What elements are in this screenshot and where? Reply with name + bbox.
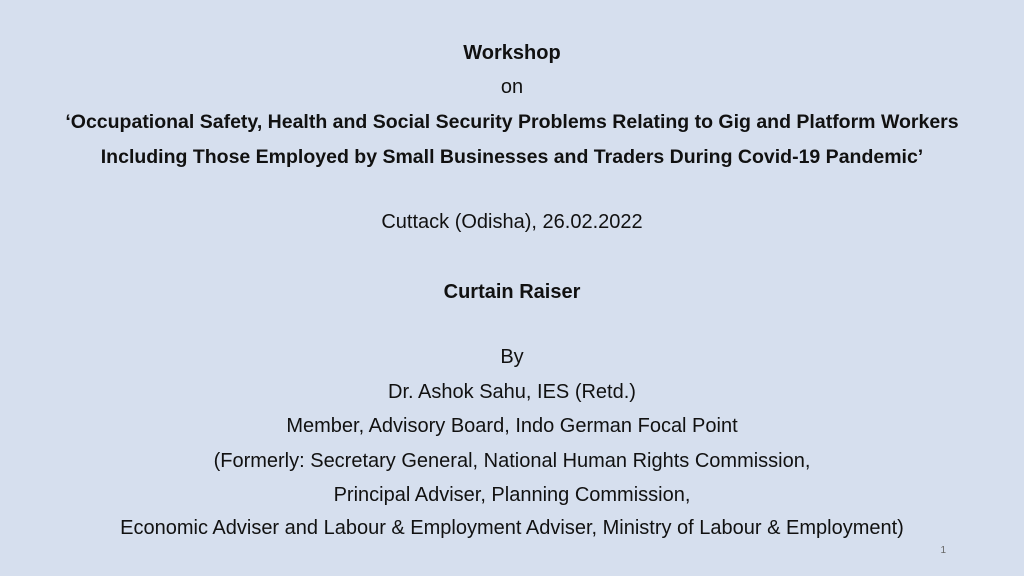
author-former-role-1: (Formerly: Secretary General, National Human Rights Commission, [213, 450, 811, 472]
title-line-1: ‘Occupational Safety, Health and Social Security Problems Relating to Gig and Platform Workers [65, 111, 959, 133]
title-line-2: Including Those Employed by Small Businesses and Traders During Covid-19 Pandemic’ [100, 146, 924, 168]
author-role: Member, Advisory Board, Indo German Focal Point [286, 415, 738, 437]
on-connector: on [500, 76, 524, 98]
location-date: Cuttack (Odisha), 26.02.2022 [381, 211, 643, 233]
author-name: Dr. Ashok Sahu, IES (Retd.) [388, 381, 636, 403]
slide-number: 1 [940, 545, 946, 556]
author-former-role-2: Principal Adviser, Planning Commission, [333, 484, 691, 506]
by-label: By [500, 346, 524, 368]
author-former-role-3: Economic Adviser and Labour & Employment Adviser, Ministry of Labour & Employment) [120, 517, 904, 539]
curtain-raiser-subtitle: Curtain Raiser [443, 281, 581, 303]
workshop-heading: Workshop [463, 42, 561, 64]
